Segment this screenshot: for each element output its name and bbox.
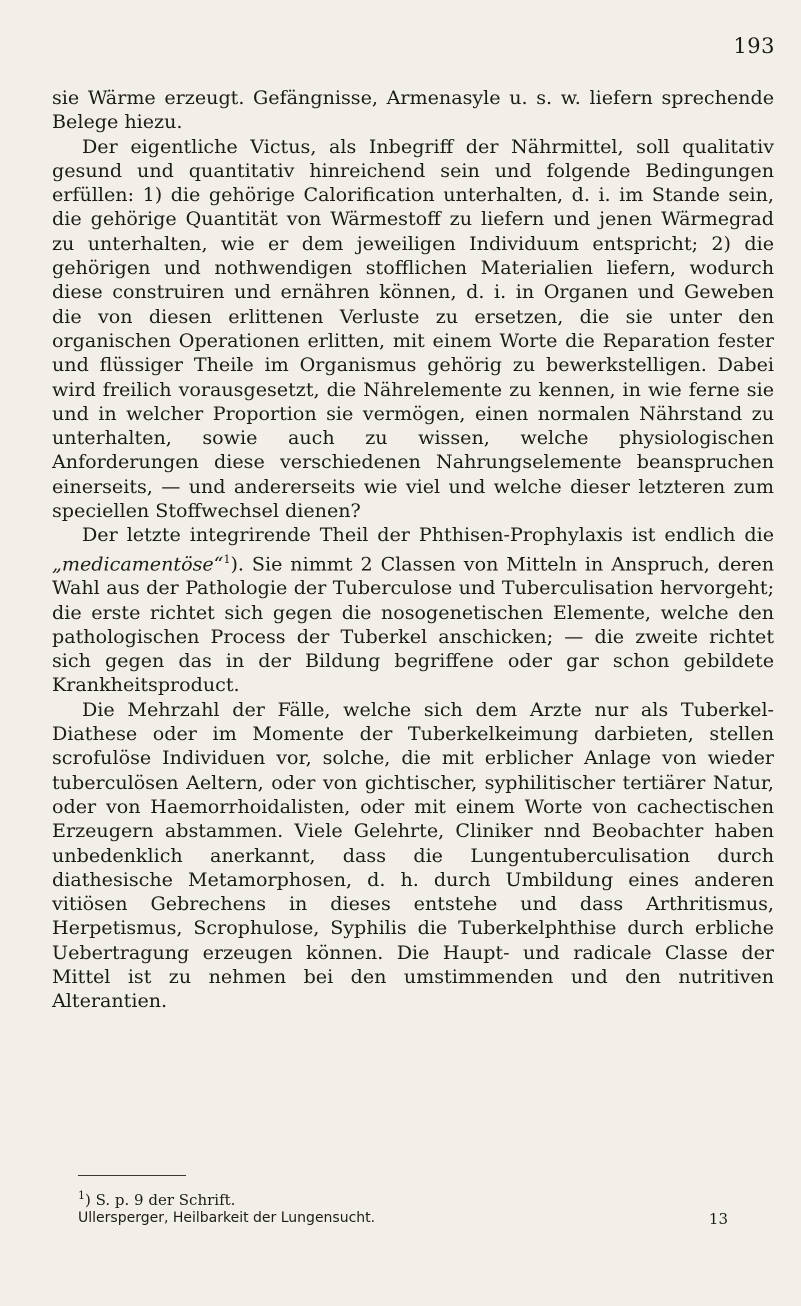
paragraph-2: Der eigentliche Victus, als Inbegriff der Nährmittel, soll qualitativ gesund und quantitativ hinreichend sein und folgende Bedingungen erfüllen: 1) die gehörige Calorification unterhalten, d. i. im Stande sein, die gehörige Quantität von Wärmestoff zu liefern und jenen Wärmegrad zu unterhalten, wie er dem jeweiligen Individuum entspricht; 2) die gehörigen und nothwendigen stofflichen Materialien liefern, wodurch diese construiren und ernähren können, d. i. in Organen und Geweben die von diesen erlittenen Verluste zu ersetzen, die sie unter den organischen Operationen erlitten, mit einem Worte die Reparation fester und flüssiger Theile im Organismus gehörig zu bewerkstelligen. Dabei wird freilich vorausgesetzt, die Nährelemente zu kennen, in wie ferne sie und in welcher Proportion sie vermögen, einen normalen Nährstand zu unterhalten, sowie auch zu wissen, welche physiologischen Anforderungen diese verschiedenen Nahrungselemente beanspruchen einerseits, — und andererseits wie viel und welche dieser letzteren zum speciellen Stoffwechsel dienen? (52, 134, 774, 523)
paragraph-1: sie Wärme erzeugt. Gefängnisse, Armenasyle u. s. w. liefern sprechende Belege hiezu. (52, 86, 774, 134)
footnote-text: ) S. p. 9 der Schrift. (85, 1191, 236, 1209)
paragraph-4: Die Mehrzahl der Fälle, welche sich dem Arzte nur als Tuberkel-Diathese oder im Momente der Tuberkelkeimung darbieten, stellen scrofulöse Individuen vor, solche, die mit erblicher Anlage von wieder tuberculösen Aeltern, oder von gichtischer, syphilitischer tertiärer Natur, oder von Haemorrhoidalisten, oder mit einem Worte von cachectischen Erzeugern abstammen. Viele Gelehrte, Cliniker nnd Beobachter haben unbedenklich anerkannt, dass die Lungentuberculisation durch diathesische Metamorphosen, d. h. durch Umbildung eines anderen vitiösen Gebrechens in dieses entstehe und dass Arthritismus, Herpetismus, Scrophulose, Syphilis die Tuberkelphthise durch erbliche Uebertragung erzeugen können. Die Haupt- und radicale Classe der Mittel ist zu nehmen bei den umstimmenden und den nutritiven Alterantien. (52, 697, 774, 1013)
footnote-divider (78, 1175, 186, 1176)
footer-title: Ullersperger, Heilbarkeit der Lungensucht. (78, 1210, 376, 1226)
paragraph-3 (52, 523, 774, 697)
footnote-marker: 1 (78, 1189, 85, 1202)
footnote (78, 1186, 718, 1210)
signature-mark: 13 (708, 1210, 728, 1228)
emphasis-medicamentoese: „medicamentöse“ (52, 552, 224, 575)
page-number: 193 (733, 34, 775, 58)
paragraph-3-lead: Der letzte integrirende Theil der Phthisen-Prophylaxis ist endlich die (82, 523, 774, 547)
body-text (52, 86, 774, 1014)
running-footer (78, 1210, 728, 1226)
paragraph-3-rest: ). Sie nimmt 2 Classen von Mitteln in Anspruch, deren Wahl aus der Pathologie der Tuberculose und Tuberculisation hervorgeht; die erste richtet sich gegen die nosogenetischen Elemente, welche den pathologischen Process der Tuberkel anschicken; — die zweite richtet sich gegen das in der Bildung begriffene oder gar schon gebildete Krankheitsproduct. (52, 552, 774, 697)
footnote-reference: 1 (223, 552, 231, 566)
